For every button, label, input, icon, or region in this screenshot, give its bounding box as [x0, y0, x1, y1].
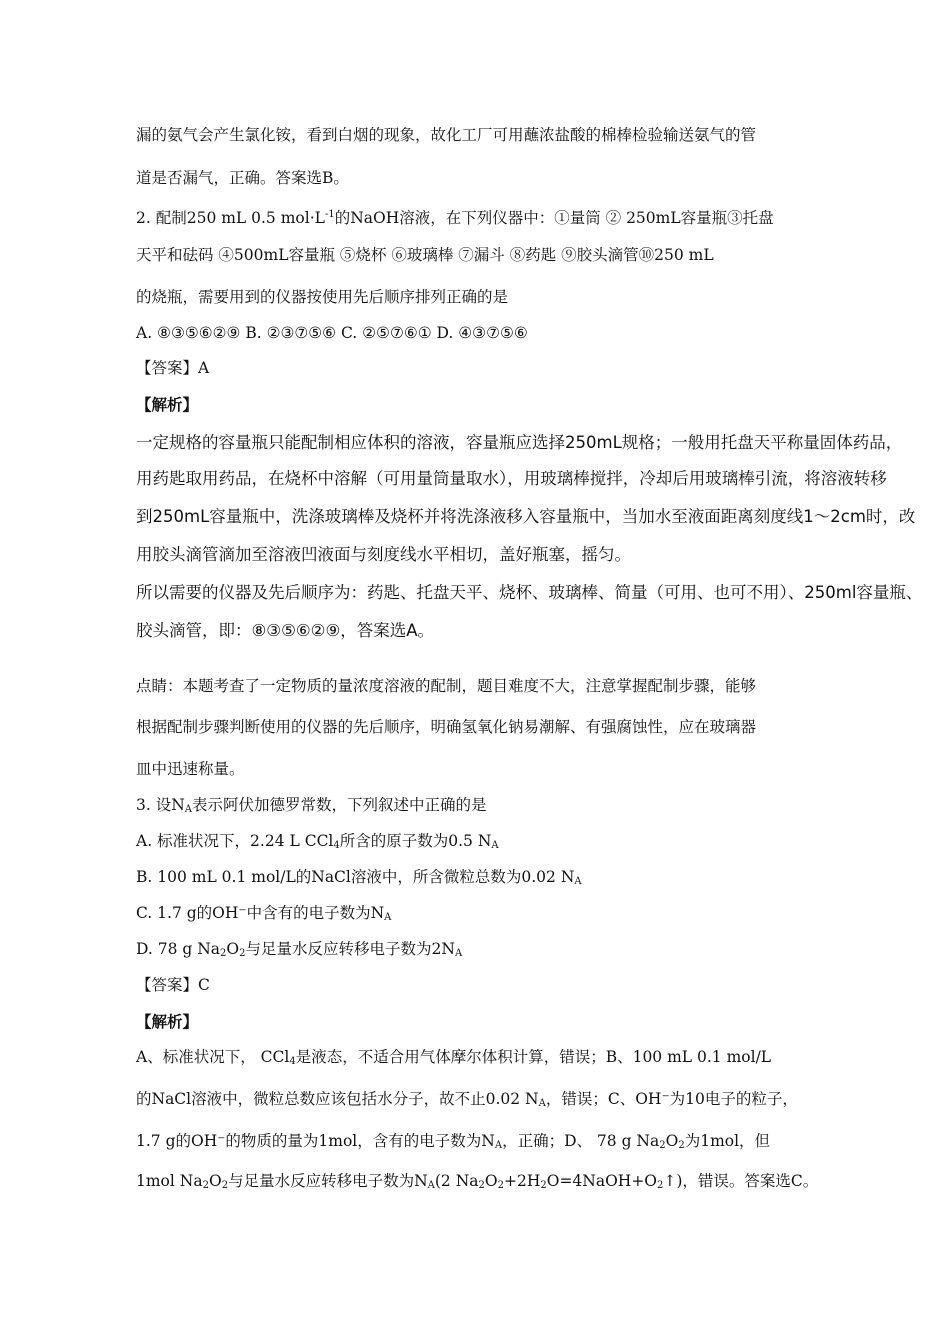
q2-comment-line-1: 点睛：本题考查了一定物质的量浓度溶液的配制，题目难度不大，注意掌握配制步骤，能够	[136, 677, 757, 695]
q3-analysis-line-2: 的NaCl溶液中，微粒总数应该包括水分子，故不止0.02 $N_A$，错误；C、OH⁻为10电子的粒子，	[136, 1090, 798, 1109]
q2-answer: 【答案】A	[136, 359, 210, 377]
q3-option-a: A. 标准状况下，2.24 L CCl$_4$所含的原子数为0.5 $N_A$	[136, 832, 499, 851]
q2-analysis-line-6: 胶头滴管，即：⑧③⑤⑥②⑨，答案选A。	[136, 621, 435, 640]
q2-analysis-line-1: 一定规格的容量瓶只能配制相应体积的溶液，容量瓶应选择250mL规格；一般用托盘天平称量固体药品，	[136, 433, 903, 452]
q3-option-d: D. 78 g $Na_2O_2$与足量水反应转移电子数为$2N_A$	[136, 940, 463, 959]
q2-comment-line-3: 皿中迅速称量。	[136, 760, 245, 778]
q2-analysis-line-5: 所以需要的仪器及先后顺序为：药匙、托盘天平、烧杯、玻璃棒、简量（可用、也可不用）、250ml容量瓶、	[136, 583, 923, 602]
q3-option-c: C. 1.7 g的OH⁻中含有的电子数为$N_A$	[136, 904, 392, 923]
q3-analysis-line-1: A、标准状况下， CCl$_4$是液态，不适合用气体摩尔体积计算，错误；B、100 mL 0.1 mol/L	[136, 1048, 772, 1067]
q2-stem-line-3: 的烧瓶，需要用到的仪器按使用先后顺序排列正确的是	[136, 288, 509, 306]
q3-stem: 3. 设$N_A$表示阿伏加德罗常数，下列叙述中正确的是	[136, 796, 487, 815]
prev-explanation-line-1: 漏的氨气会产生氯化铵，看到白烟的现象，故化工厂可用蘸浓盐酸的棉棒检验输送氨气的管	[136, 126, 757, 144]
q3-analysis-line-4: 1mol $Na_2O_2$与足量水反应转移电子数为$N_A(2$ $Na_2O_2+2H_2O=4NaOH+O_2↑$)，错误。答案选C。	[136, 1172, 819, 1191]
q2-stem-line-2: 天平和砝码 ④500mL容量瓶 ⑤烧杯 ⑥玻璃棒 ⑦漏斗 ⑧药匙 ⑨胶头滴管⑩250 mL	[136, 246, 714, 264]
q3-option-b: B. 100 mL 0.1 mol/L的NaCl溶液中，所含微粒总数为0.02 $N_A$	[136, 868, 582, 887]
q2-analysis-line-3: 到250mL容量瓶中，洗涤玻璃棒及烧杯并将洗涤液移入容量瓶中，当加水至液面距离刻度线1～2cm时，改	[136, 507, 916, 526]
q2-stem-line-1: 2. 配制250 mL 0.5 $mol\cdot L^{-1}$的NaOH溶液，在下列仪器中：①量筒 ② 250mL容量瓶③托盘	[136, 209, 774, 227]
q2-analysis-heading: 【解析】	[136, 395, 199, 414]
q3-answer: 【答案】C	[136, 976, 210, 994]
q2-analysis-line-2: 用药匙取用药品，在烧杯中溶解（可用量筒量取水），用玻璃棒搅拌，冷却后用玻璃棒引流，将溶液转移	[136, 469, 887, 488]
q2-options: A. ⑧③⑤⑥②⑨ B. ②③⑦⑤⑥ C. ②⑤⑦⑥① D. ④③⑦⑤⑥	[136, 324, 528, 342]
q3-analysis-heading: 【解析】	[136, 1012, 199, 1031]
prev-explanation-line-2: 道是否漏气，正确。答案选B。	[136, 169, 349, 187]
q3-analysis-line-3: 1.7 g的OH⁻的物质的量为1mol，含有的电子数为$N_A$，正确；D、 78 g $Na_2O_2$为1mol，但	[136, 1132, 771, 1151]
q2-analysis-line-4: 用胶头滴管滴加至溶液凹液面与刻度线水平相切，盖好瓶塞，摇匀。	[136, 545, 631, 564]
q2-comment-line-2: 根据配制步骤判断使用的仪器的先后顺序，明确氢氧化钠易潮解、有强腐蚀性，应在玻璃器	[136, 718, 757, 736]
